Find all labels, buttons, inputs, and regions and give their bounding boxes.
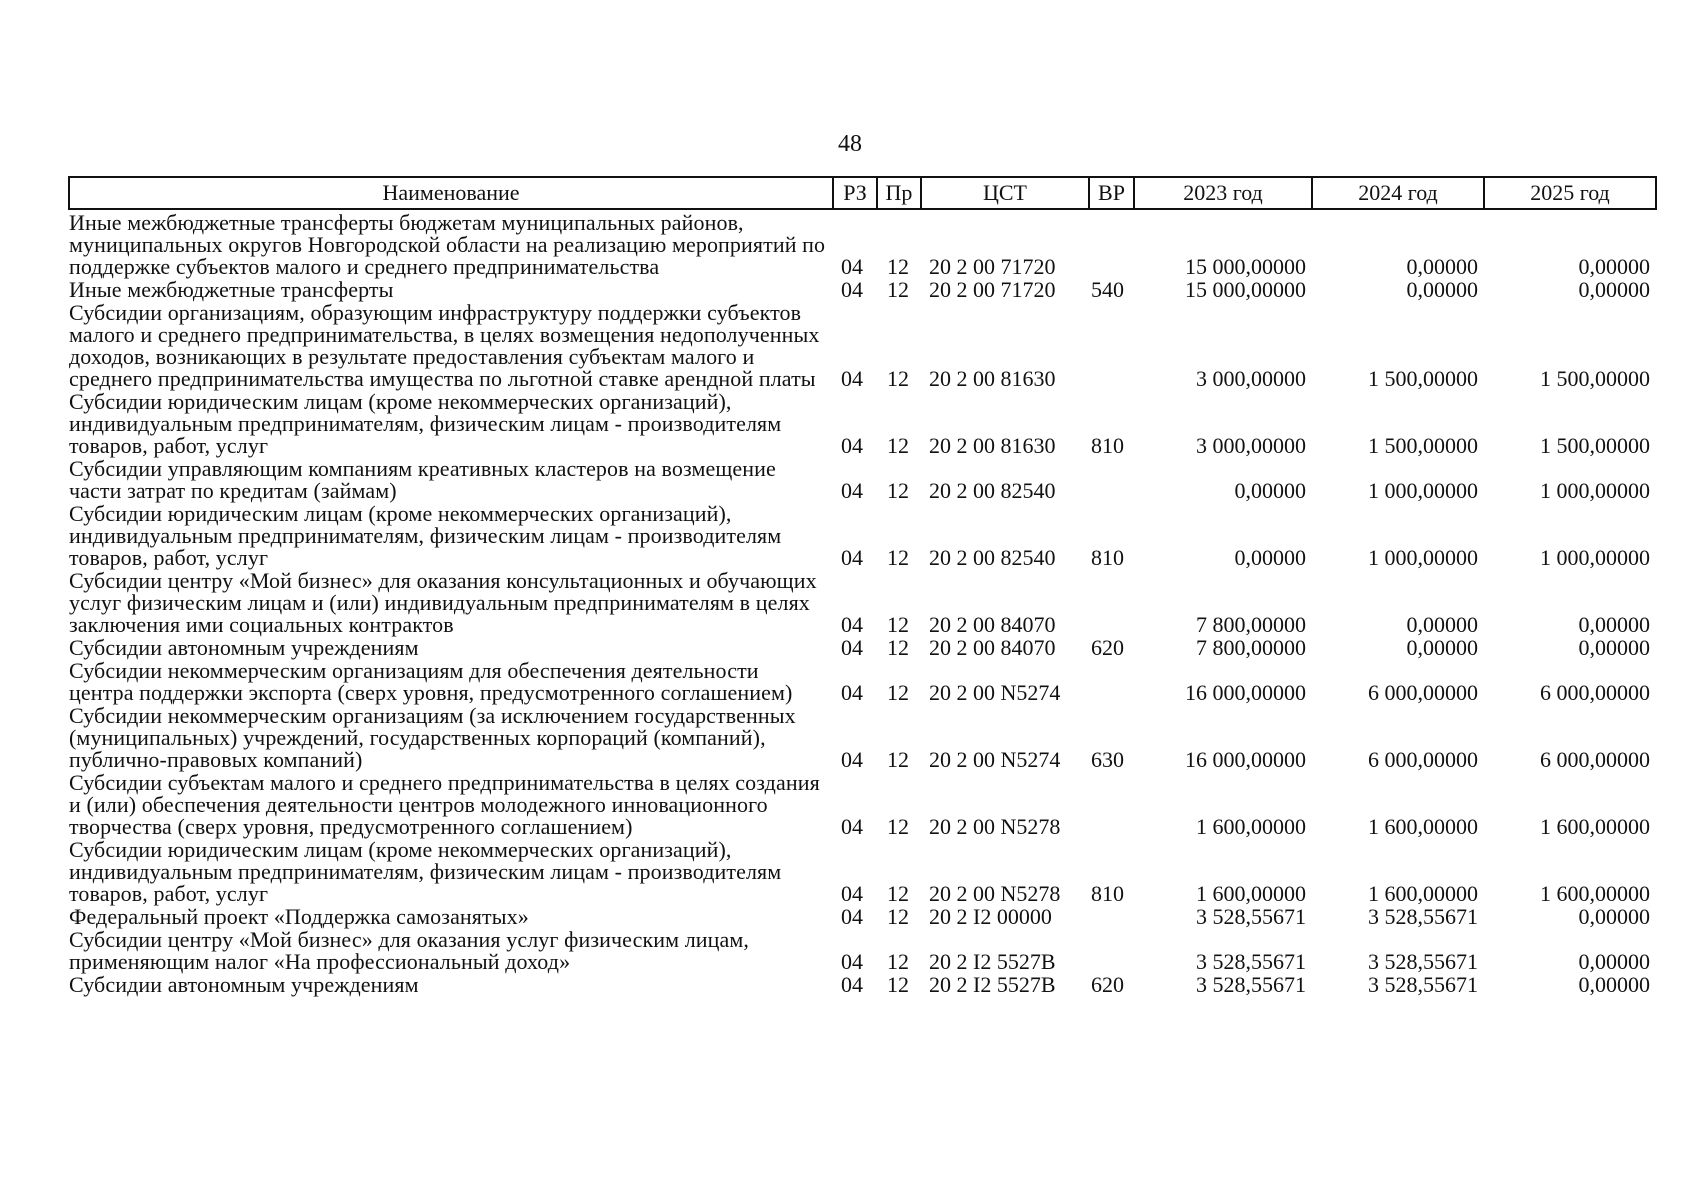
cell-rz: 04 bbox=[841, 949, 863, 974]
cell-2025: 0,00000 bbox=[1578, 972, 1650, 997]
header-pr: Пр bbox=[877, 177, 921, 209]
cell-pr: 12 bbox=[887, 635, 909, 660]
cell-name: Субсидии автономным учреждениям bbox=[69, 972, 419, 997]
cell-cst: 20 2 00 N5274 bbox=[929, 747, 1061, 772]
cell-2023: 1 600,00000 bbox=[1196, 814, 1306, 839]
cell-2023: 0,00000 bbox=[1234, 545, 1306, 570]
cell-2025: 0,00000 bbox=[1578, 612, 1650, 637]
cell-rz: 04 bbox=[841, 277, 863, 302]
cell-2024: 6 000,00000 bbox=[1368, 747, 1478, 772]
cell-2025: 0,00000 bbox=[1578, 254, 1650, 279]
cell-pr: 12 bbox=[887, 277, 909, 302]
cell-2024: 0,00000 bbox=[1406, 254, 1478, 279]
table-row bbox=[69, 209, 1656, 279]
cell-cst: 20 2 00 71720 bbox=[929, 254, 1056, 279]
cell-cst: 20 2 00 N5278 bbox=[929, 881, 1061, 906]
cell-2023: 16 000,00000 bbox=[1185, 747, 1306, 772]
cell-rz: 04 bbox=[841, 478, 863, 503]
cell-2023: 16 000,00000 bbox=[1185, 680, 1306, 705]
cell-2024: 3 528,55671 bbox=[1368, 949, 1478, 974]
cell-vr: 620 bbox=[1091, 635, 1124, 660]
cell-vr bbox=[1089, 302, 1134, 391]
cell-2024: 1 600,00000 bbox=[1368, 814, 1478, 839]
cell-rz: 04 bbox=[841, 972, 863, 997]
cell-2025: 0,00000 bbox=[1578, 904, 1650, 929]
cell-pr: 12 bbox=[887, 478, 909, 503]
table-body bbox=[69, 209, 1656, 997]
cell-2025: 1 500,00000 bbox=[1540, 366, 1650, 391]
cell-2024: 1 000,00000 bbox=[1368, 545, 1478, 570]
cell-rz: 04 bbox=[841, 680, 863, 705]
cell-2025: 6 000,00000 bbox=[1540, 747, 1650, 772]
cell-2023: 3 000,00000 bbox=[1196, 366, 1306, 391]
cell-name: Субсидии некоммерческим организациям (за исключением государственных (муниципальных) учреждений, государственных корпораций (компаний), публично-правовых компаний) bbox=[69, 703, 796, 772]
header-vr: ВР bbox=[1089, 177, 1134, 209]
cell-2023: 15 000,00000 bbox=[1185, 277, 1306, 302]
cell-2024: 1 500,00000 bbox=[1368, 433, 1478, 458]
table-row bbox=[69, 570, 1656, 637]
cell-2024: 3 528,55671 bbox=[1368, 904, 1478, 929]
cell-cst: 20 2 00 81630 bbox=[929, 433, 1056, 458]
cell-name: Субсидии организациям, образующим инфраструктуру поддержки субъектов малого и среднего предпринимательства, в целях возмещения недополученных доходов, возникающих в результате предоставления субъектам малого и среднего предпринимательства имущества по льготной ставке арендной платы bbox=[69, 300, 820, 391]
cell-vr: 810 bbox=[1091, 433, 1124, 458]
cell-2023: 3 000,00000 bbox=[1196, 433, 1306, 458]
cell-2023: 15 000,00000 bbox=[1185, 254, 1306, 279]
budget-table bbox=[68, 176, 1657, 997]
cell-2025: 1 600,00000 bbox=[1540, 881, 1650, 906]
cell-name: Субсидии юридическим лицам (кроме некоммерческих организаций), индивидуальным предпринимателям, физическим лицам - производителям товаров, работ, услуг bbox=[69, 837, 782, 906]
cell-pr: 12 bbox=[887, 949, 909, 974]
cell-rz: 04 bbox=[841, 366, 863, 391]
cell-cst: 20 2 I2 5527B bbox=[929, 949, 1056, 974]
cell-name: Субсидии центру «Мой бизнес» для оказания консультационных и обучающих услуг физическим лицам и (или) индивидуальным предпринимателям в целях заключения ими социальных контрактов bbox=[69, 568, 817, 637]
cell-name: Иные межбюджетные трансферты бюджетам муниципальных районов, муниципальных округов Новгородской области на реализацию мероприятий по поддержке субъектов малого и среднего предпринимательства bbox=[69, 210, 826, 279]
cell-rz: 04 bbox=[841, 545, 863, 570]
cell-cst: 20 2 00 81630 bbox=[929, 366, 1056, 391]
cell-2025: 1 000,00000 bbox=[1540, 478, 1650, 503]
table-row bbox=[69, 637, 1656, 660]
cell-2025: 6 000,00000 bbox=[1540, 680, 1650, 705]
cell-2023: 1 600,00000 bbox=[1196, 881, 1306, 906]
cell-name: Субсидии центру «Мой бизнес» для оказания услуг физическим лицам, применяющим налог «На профессиональный доход» bbox=[69, 927, 750, 974]
cell-rz: 04 bbox=[841, 635, 863, 660]
cell-name: Субсидии некоммерческим организациям для обеспечения деятельности центра поддержки экспорта (сверх уровня, предусмотренного соглашением) bbox=[69, 658, 793, 705]
cell-2023: 7 800,00000 bbox=[1196, 612, 1306, 637]
cell-2025: 1 000,00000 bbox=[1540, 545, 1650, 570]
cell-2025: 1 600,00000 bbox=[1540, 814, 1650, 839]
cell-name: Субсидии юридическим лицам (кроме некоммерческих организаций), индивидуальным предпринимателям, физическим лицам - производителям товаров, работ, услуг bbox=[69, 501, 782, 570]
cell-vr: 810 bbox=[1091, 881, 1124, 906]
cell-vr bbox=[1089, 906, 1134, 929]
header-name: Наименование bbox=[69, 177, 833, 209]
cell-2024: 3 528,55671 bbox=[1368, 972, 1478, 997]
cell-name: Федеральный проект «Поддержка самозанятых» bbox=[69, 904, 529, 929]
cell-cst: 20 2 00 84070 bbox=[929, 612, 1056, 637]
cell-vr: 630 bbox=[1091, 747, 1124, 772]
header-2024: 2024 год bbox=[1312, 177, 1484, 209]
cell-2024: 0,00000 bbox=[1406, 277, 1478, 302]
header-2025: 2025 год bbox=[1484, 177, 1656, 209]
cell-2024: 6 000,00000 bbox=[1368, 680, 1478, 705]
table-row bbox=[69, 302, 1656, 391]
cell-cst: 20 2 00 N5274 bbox=[929, 680, 1061, 705]
cell-vr: 540 bbox=[1091, 277, 1124, 302]
table-row bbox=[69, 929, 1656, 974]
cell-cst: 20 2 00 82540 bbox=[929, 545, 1056, 570]
table-row bbox=[69, 660, 1656, 705]
cell-name: Субсидии управляющим компаниям креативных кластеров на возмещение части затрат по кредитам (займам) bbox=[69, 456, 776, 503]
cell-2023: 3 528,55671 bbox=[1196, 949, 1306, 974]
cell-pr: 12 bbox=[887, 433, 909, 458]
header-row bbox=[69, 177, 1656, 209]
header-cst: ЦСТ bbox=[921, 177, 1089, 209]
cell-rz: 04 bbox=[841, 612, 863, 637]
cell-2024: 0,00000 bbox=[1406, 612, 1478, 637]
cell-pr: 12 bbox=[887, 366, 909, 391]
cell-2023: 0,00000 bbox=[1234, 478, 1306, 503]
cell-vr bbox=[1089, 458, 1134, 503]
cell-cst: 20 2 I2 5527B bbox=[929, 972, 1056, 997]
cell-vr bbox=[1089, 772, 1134, 839]
cell-2023: 3 528,55671 bbox=[1196, 972, 1306, 997]
cell-name: Субсидии юридическим лицам (кроме некоммерческих организаций), индивидуальным предпринимателям, физическим лицам - производителям товаров, работ, услуг bbox=[69, 389, 782, 458]
table-row bbox=[69, 839, 1656, 906]
table-row bbox=[69, 458, 1656, 503]
table-row bbox=[69, 503, 1656, 570]
cell-pr: 12 bbox=[887, 680, 909, 705]
cell-vr: 810 bbox=[1091, 545, 1124, 570]
cell-rz: 04 bbox=[841, 814, 863, 839]
cell-pr: 12 bbox=[887, 881, 909, 906]
table-header bbox=[69, 177, 1656, 209]
cell-rz: 04 bbox=[841, 747, 863, 772]
cell-pr: 12 bbox=[887, 254, 909, 279]
cell-pr: 12 bbox=[887, 545, 909, 570]
cell-vr bbox=[1089, 660, 1134, 705]
cell-vr bbox=[1089, 929, 1134, 974]
cell-2024: 1 500,00000 bbox=[1368, 366, 1478, 391]
table-row bbox=[69, 974, 1656, 997]
cell-pr: 12 bbox=[887, 972, 909, 997]
cell-pr: 12 bbox=[887, 747, 909, 772]
header-rz: РЗ bbox=[833, 177, 877, 209]
cell-cst: 20 2 00 71720 bbox=[929, 277, 1056, 302]
cell-cst: 20 2 00 82540 bbox=[929, 478, 1056, 503]
cell-name: Субсидии автономным учреждениям bbox=[69, 635, 419, 660]
cell-2025: 0,00000 bbox=[1578, 949, 1650, 974]
cell-2025: 1 500,00000 bbox=[1540, 433, 1650, 458]
table-row bbox=[69, 906, 1656, 929]
cell-2023: 3 528,55671 bbox=[1196, 904, 1306, 929]
cell-rz: 04 bbox=[841, 881, 863, 906]
cell-rz: 04 bbox=[841, 433, 863, 458]
cell-vr: 620 bbox=[1091, 972, 1124, 997]
header-2023: 2023 год bbox=[1134, 177, 1312, 209]
table-row bbox=[69, 279, 1656, 302]
cell-2025: 0,00000 bbox=[1578, 635, 1650, 660]
cell-2023: 7 800,00000 bbox=[1196, 635, 1306, 660]
cell-2025: 0,00000 bbox=[1578, 277, 1650, 302]
cell-2024: 1 600,00000 bbox=[1368, 881, 1478, 906]
cell-2024: 1 000,00000 bbox=[1368, 478, 1478, 503]
cell-cst: 20 2 00 84070 bbox=[929, 635, 1056, 660]
table-row bbox=[69, 772, 1656, 839]
cell-pr: 12 bbox=[887, 814, 909, 839]
cell-2024: 0,00000 bbox=[1406, 635, 1478, 660]
cell-vr bbox=[1089, 570, 1134, 637]
table-row bbox=[69, 391, 1656, 458]
cell-name: Иные межбюджетные трансферты bbox=[69, 277, 394, 302]
cell-name: Субсидии субъектам малого и среднего предпринимательства в целях создания и (или) обеспечения деятельности центров молодежного инновационного творчества (сверх уровня, предусмотренного соглашением) bbox=[69, 770, 820, 839]
cell-cst: 20 2 00 N5278 bbox=[929, 814, 1061, 839]
table-row bbox=[69, 705, 1656, 772]
cell-pr: 12 bbox=[887, 904, 909, 929]
cell-cst: 20 2 I2 00000 bbox=[929, 904, 1052, 929]
cell-rz: 04 bbox=[841, 254, 863, 279]
cell-pr: 12 bbox=[887, 612, 909, 637]
cell-vr bbox=[1089, 209, 1134, 279]
cell-rz: 04 bbox=[841, 904, 863, 929]
page-number: 48 bbox=[838, 131, 862, 157]
